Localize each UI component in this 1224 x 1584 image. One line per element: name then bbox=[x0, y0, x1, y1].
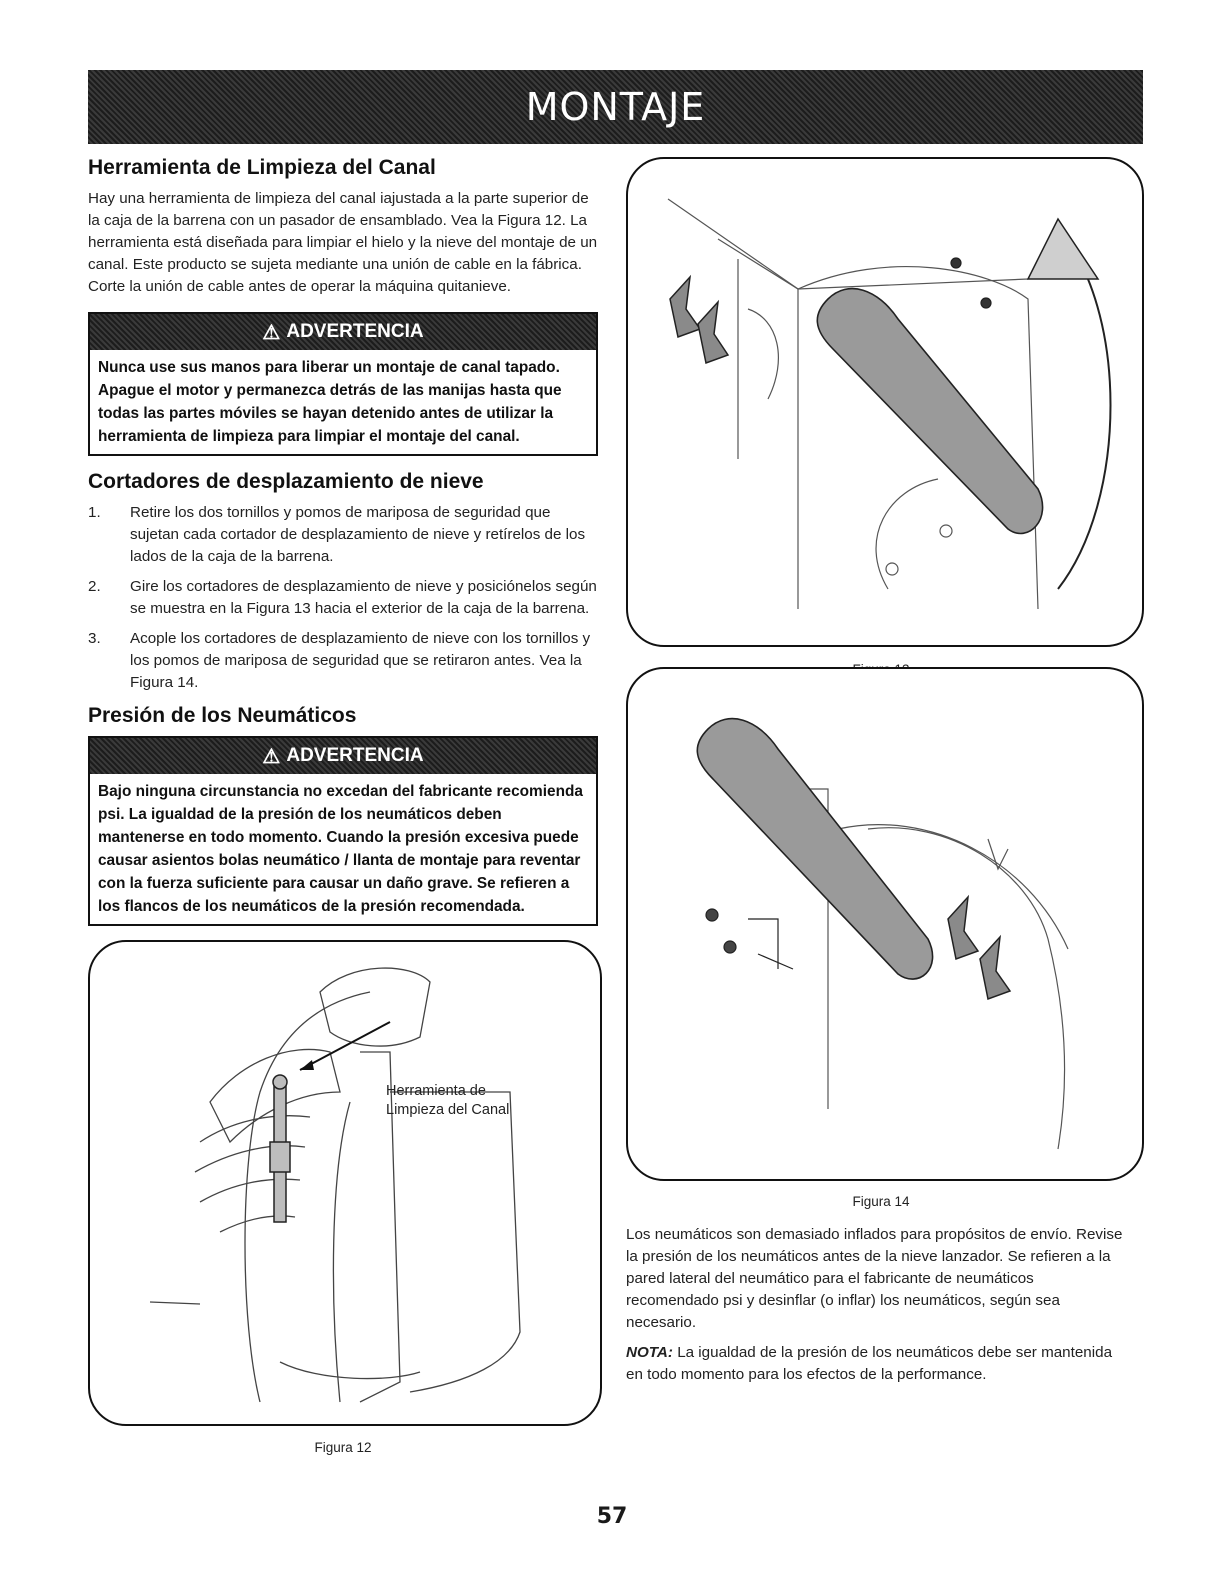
figure-13 bbox=[626, 157, 1144, 647]
nota-text: La igualdad de la presión de los neumáticos debe ser mantenida en todo momento para los efectos de la performance. bbox=[626, 1344, 1113, 1383]
figure-14-illustration bbox=[628, 669, 1142, 1179]
paragraph-nota bbox=[626, 1342, 1126, 1386]
nota-label: NOTA: bbox=[626, 1344, 673, 1361]
list-item: 1. Retire los dos tornillos y pomos de mariposa de seguridad que sujetan cada cortador de desplazamiento de nieve y retírelos de los lados de la caja de la barrena. bbox=[88, 504, 586, 565]
section-banner bbox=[88, 70, 1143, 144]
banner-title: MONTAJE bbox=[525, 85, 706, 129]
list-item: 2. Gire los cortadores de desplazamiento de nieve y posiciónelos según se muestra en la Figura 13 hacia el exterior de la caja de la barrena. bbox=[88, 578, 597, 617]
heading-canal: Herramienta de Limpieza del Canal bbox=[88, 156, 436, 179]
left-column bbox=[88, 156, 598, 940]
warning-box-2 bbox=[88, 736, 598, 926]
paragraph-canal: Hay una herramienta de limpieza del canal iajustada a la parte superior de la caja de la barrena con un pasador de ensamblado. Vea la Figura 12. La herramienta está diseñada para limpiar el hielo y la nieve del montaje de un canal. Este producto se sujeta mediante una unión de cable en la fábrica. Corte la unión de cable antes de operar la máquina quitanieve. bbox=[88, 190, 598, 295]
figure-13-illustration bbox=[628, 159, 1142, 645]
heading-cortadores: Cortadores de desplazamiento de nieve bbox=[88, 470, 484, 493]
warning-triangle-icon: ⚠ bbox=[262, 745, 281, 768]
figure-14 bbox=[626, 667, 1144, 1181]
figure-12-caption: Figura 12 bbox=[314, 1440, 372, 1455]
heading-presion: Presión de los Neumáticos bbox=[88, 704, 357, 727]
steps-list bbox=[88, 502, 598, 694]
figure-14-caption: Figura 14 bbox=[852, 1194, 910, 1209]
warning-text: Bajo ninguna circunstancia no excedan del fabricante recomienda psi. La igualdad de la presión de los neumáticos deben mantenerse en todo momento. Cuando la presión excesiva puede causar asientos bolas neumático / llanta de montaje para reventar con la fuerza suficiente para causar un daño grave. Se refieren a los flancos de los neumáticos de la presión recomendada. bbox=[98, 783, 583, 915]
list-item: 3. Acople los cortadores de desplazamiento de nieve con los tornillos y los pomos de mariposa de seguridad que se retiraron antes. Vea la Figura 14. bbox=[88, 630, 591, 691]
warning-triangle-icon: ⚠ bbox=[262, 321, 281, 344]
paragraph-tires: Los neumáticos son demasiado inflados para propósitos de envío. Revise la presión de los neumáticos antes de la nieve lanzador. Se refieren a la pared lateral del neumático para el fabricante de neumáticos recomendado psi y desinflar (o inflar) los neumáticos, según sea necesario. bbox=[626, 1226, 1123, 1331]
warning-label: ADVERTENCIA bbox=[286, 745, 424, 766]
page-number: 57 bbox=[596, 1504, 628, 1529]
figure-12-illustration bbox=[90, 942, 600, 1424]
warning-header bbox=[90, 314, 596, 350]
warning-box-1 bbox=[88, 312, 598, 456]
right-column-text bbox=[626, 1224, 1126, 1394]
figure-12-callout: Herramienta de Limpieza del Canal bbox=[386, 1083, 510, 1118]
warning-header bbox=[90, 738, 596, 774]
warning-text: Nunca use sus manos para liberar un montaje de canal tapado. Apague el motor y permanezca detrás de las manijas hasta que todas las partes móviles se hayan detenido antes de utilizar la herramienta de limpieza para limpiar el montaje del canal. bbox=[98, 359, 562, 445]
figure-12 bbox=[88, 940, 602, 1426]
warning-label: ADVERTENCIA bbox=[286, 321, 424, 342]
